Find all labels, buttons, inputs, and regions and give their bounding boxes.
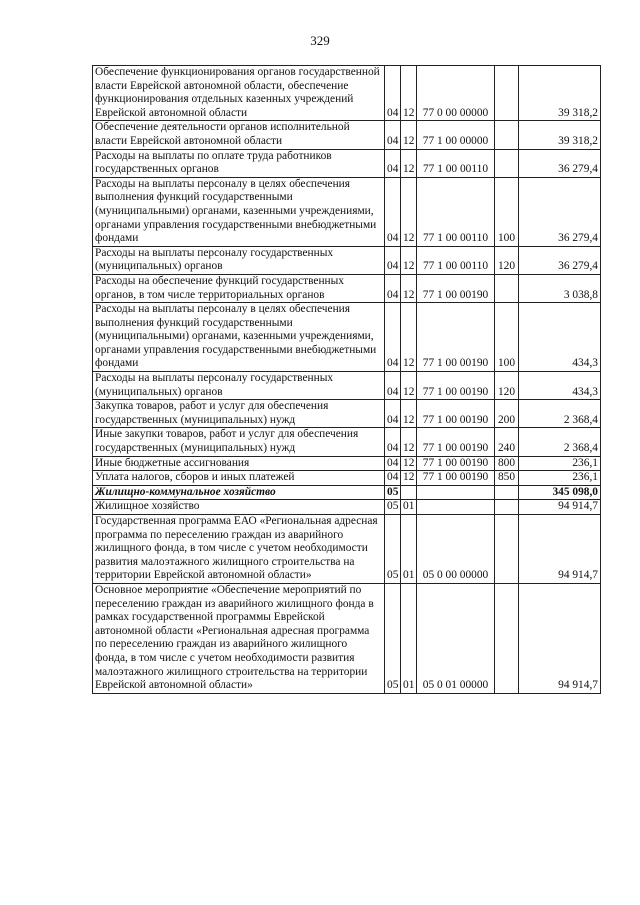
amount-cell: 39 318,2 — [519, 66, 601, 121]
expense-type-cell: 200 — [495, 400, 519, 428]
subsection-code-cell: 12 — [401, 372, 417, 400]
expense-type-cell — [495, 500, 519, 515]
subsection-code-cell: 12 — [401, 428, 417, 456]
budget-table — [92, 65, 601, 694]
row-name-cell: Иные бюджетные ассигнования — [93, 456, 385, 471]
subsection-code-cell: 12 — [401, 121, 417, 149]
table-row — [93, 500, 601, 515]
table-row — [93, 583, 601, 693]
row-name-cell: Уплата налогов, сборов и иных платежей — [93, 471, 385, 486]
expense-type-cell: 120 — [495, 246, 519, 274]
subsection-code-cell: 12 — [401, 274, 417, 302]
amount-cell: 94 914,7 — [519, 515, 601, 584]
target-article-cell: 77 1 00 00190 — [417, 303, 495, 372]
amount-cell: 94 914,7 — [519, 583, 601, 693]
table-row — [93, 66, 601, 121]
target-article-cell: 05 0 01 00000 — [417, 583, 495, 693]
row-name-cell: Расходы на выплаты по оплате труда работников государственных органов — [93, 149, 385, 177]
row-name-cell: Закупка товаров, работ и услуг для обеспечения государственных (муниципальных) нужд — [93, 400, 385, 428]
section-code-cell: 04 — [385, 428, 401, 456]
section-code-cell: 04 — [385, 456, 401, 471]
target-article-cell: 77 1 00 00190 — [417, 400, 495, 428]
table-row — [93, 471, 601, 486]
page-number: 329 — [310, 33, 330, 48]
expense-type-cell — [495, 583, 519, 693]
amount-cell: 2 368,4 — [519, 400, 601, 428]
expense-type-cell: 120 — [495, 372, 519, 400]
row-name-cell: Обеспечение функционирования органов государственной власти Еврейской автономной области, обеспечение функционирования отдельных казенных учреждений Еврейской автономной области — [93, 66, 385, 121]
row-name-cell: Жилищно-коммунальное хозяйство — [93, 485, 385, 500]
row-name-cell: Обеспечение деятельности органов исполнительной власти Еврейской автономной области — [93, 121, 385, 149]
row-name-cell: Расходы на выплаты персоналу в целях обеспечения выполнения функций государственными (муниципальными) органами, казенными учреждениями, органами управления государственными внебюджетными фондами — [93, 177, 385, 246]
section-code-cell: 04 — [385, 121, 401, 149]
expense-type-cell: 100 — [495, 177, 519, 246]
target-article-cell: 77 1 00 00190 — [417, 372, 495, 400]
expense-type-cell: 850 — [495, 471, 519, 486]
subsection-code-cell: 12 — [401, 400, 417, 428]
subsection-code-cell: 01 — [401, 500, 417, 515]
row-name-cell: Расходы на выплаты персоналу государственных (муниципальных) органов — [93, 372, 385, 400]
table-row — [93, 400, 601, 428]
target-article-cell: 77 1 00 00000 — [417, 121, 495, 149]
amount-cell: 36 279,4 — [519, 177, 601, 246]
subsection-code-cell: 12 — [401, 471, 417, 486]
table-row — [93, 177, 601, 246]
subsection-code-cell: 12 — [401, 149, 417, 177]
target-article-cell: 77 1 00 00190 — [417, 274, 495, 302]
section-code-cell: 04 — [385, 372, 401, 400]
amount-cell: 236,1 — [519, 456, 601, 471]
row-name-cell: Иные закупки товаров, работ и услуг для обеспечения государственных (муниципальных) нужд — [93, 428, 385, 456]
amount-cell: 2 368,4 — [519, 428, 601, 456]
subsection-code-cell: 12 — [401, 66, 417, 121]
section-code-cell: 04 — [385, 177, 401, 246]
expense-type-cell — [495, 149, 519, 177]
subsection-code-cell: 01 — [401, 583, 417, 693]
row-name-cell: Расходы на обеспечение функций государственных органов, в том числе территориальных органов — [93, 274, 385, 302]
section-code-cell: 04 — [385, 246, 401, 274]
expense-type-cell — [495, 66, 519, 121]
target-article-cell: 77 1 00 00190 — [417, 428, 495, 456]
target-article-cell: 77 1 00 00110 — [417, 149, 495, 177]
target-article-cell: 05 0 00 00000 — [417, 515, 495, 584]
expense-type-cell: 800 — [495, 456, 519, 471]
amount-cell: 345 098,0 — [519, 485, 601, 500]
row-name-cell: Расходы на выплаты персоналу в целях обеспечения выполнения функций государственными (муниципальными) органами, казенными учреждениями, органами управления государственными внебюджетными фондами — [93, 303, 385, 372]
target-article-cell: 77 1 00 00110 — [417, 246, 495, 274]
table-row — [93, 303, 601, 372]
table-row — [93, 515, 601, 584]
target-article-cell: 77 1 00 00110 — [417, 177, 495, 246]
subsection-code-cell: 01 — [401, 515, 417, 584]
expense-type-cell — [495, 121, 519, 149]
section-code-cell: 04 — [385, 303, 401, 372]
amount-cell: 39 318,2 — [519, 121, 601, 149]
table-row — [93, 428, 601, 456]
table-row — [93, 149, 601, 177]
table-row — [93, 121, 601, 149]
amount-cell: 3 038,8 — [519, 274, 601, 302]
section-code-cell: 04 — [385, 471, 401, 486]
amount-cell: 36 279,4 — [519, 246, 601, 274]
target-article-cell — [417, 485, 495, 500]
amount-cell: 434,3 — [519, 372, 601, 400]
subsection-code-cell: 12 — [401, 177, 417, 246]
row-name-cell: Жилищное хозяйство — [93, 500, 385, 515]
subsection-code-cell: 12 — [401, 456, 417, 471]
subsection-code-cell — [401, 485, 417, 500]
expense-type-cell: 100 — [495, 303, 519, 372]
amount-cell: 36 279,4 — [519, 149, 601, 177]
section-code-cell: 05 — [385, 485, 401, 500]
amount-cell: 236,1 — [519, 471, 601, 486]
expense-type-cell — [495, 485, 519, 500]
subsection-code-cell: 12 — [401, 303, 417, 372]
section-code-cell: 04 — [385, 66, 401, 121]
target-article-cell: 77 1 00 00190 — [417, 471, 495, 486]
table-row — [93, 274, 601, 302]
target-article-cell: 77 1 00 00190 — [417, 456, 495, 471]
section-code-cell: 04 — [385, 400, 401, 428]
expense-type-cell — [495, 274, 519, 302]
table-row — [93, 372, 601, 400]
row-name-cell: Основное мероприятие «Обеспечение мероприятий по переселению граждан из аварийного жилищного фонда в рамках государственной программы Еврейской автономной области «Региональная адресная программа по переселению граждан из аварийного жилищного фонда, в том числе с учетом необходимости развития малоэтажного жилищного строительства на территории Еврейской автономной области» — [93, 583, 385, 693]
section-code-cell: 05 — [385, 583, 401, 693]
amount-cell: 94 914,7 — [519, 500, 601, 515]
table-row — [93, 456, 601, 471]
target-article-cell — [417, 500, 495, 515]
section-code-cell: 05 — [385, 515, 401, 584]
section-code-cell: 04 — [385, 149, 401, 177]
expense-type-cell — [495, 515, 519, 584]
table-row — [93, 246, 601, 274]
amount-cell: 434,3 — [519, 303, 601, 372]
target-article-cell: 77 0 00 00000 — [417, 66, 495, 121]
row-name-cell: Государственная программа ЕАО «Региональная адресная программа по переселению граждан из аварийного жилищного фонда, в том числе с учетом необходимости развития малоэтажного жилищного строительства на территории Еврейской автономной области» — [93, 515, 385, 584]
section-code-cell: 05 — [385, 500, 401, 515]
subsection-code-cell: 12 — [401, 246, 417, 274]
expense-type-cell: 240 — [495, 428, 519, 456]
row-name-cell: Расходы на выплаты персоналу государственных (муниципальных) органов — [93, 246, 385, 274]
table-row — [93, 485, 601, 500]
section-code-cell: 04 — [385, 274, 401, 302]
